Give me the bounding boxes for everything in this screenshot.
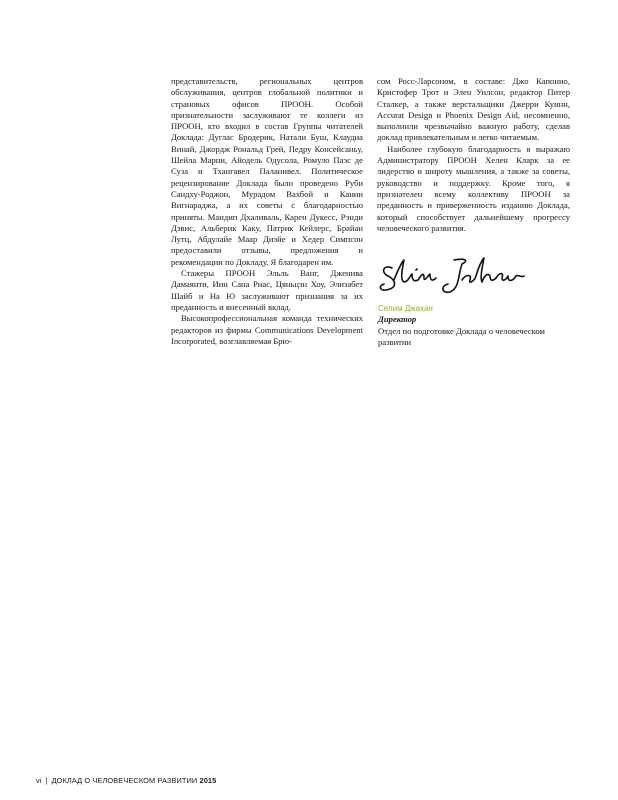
footer-separator: |: [45, 776, 48, 785]
paragraph: Наиболее глубокую благодарность я выражаю Администратору ПРООН Хелен Кларк за ее лидерство и широту мышления, а также за советы, руководство и поддержку. Кроме того, я признателен всему коллективу ПРООН за преданность и приверженность изданию Доклада, который способствует дальнейшему прогрессу человеческого развития.: [377, 143, 570, 233]
left-text-column: [171, 76, 363, 347]
page-number: vi: [36, 776, 42, 785]
signer-title: Директор: [378, 314, 417, 325]
signer-name: Селим Джахан: [378, 304, 433, 313]
report-title: ДОКЛАД О ЧЕЛОВЕЧЕСКОМ РАЗВИТИИ: [51, 776, 198, 785]
signature-block: [378, 303, 578, 348]
right-text-column: [377, 76, 570, 234]
page-footer: [36, 776, 216, 785]
handwritten-signature: [378, 250, 528, 296]
paragraph: представительств, региональных центров обслуживания, центров глобальной политики и страновых офисов ПРООН. Особой признательности заслуживают те коллеги из ПРООН, кто входил в состав Группы читателей Доклада: Дуглас Бродерик, Натали Буш, Клаудиа Винай, Джордж Рональд Грей, Педру Консейсаньу, Шейла Марни, Айодель Одусола, Ромуло Паэс де Суза и Тхангавел Паланивел. Политическое рецензирование Доклада было проведено Руби Сандху-Роджон, Мурадом Вахбой и Кании Вигнараджа, а их советы с благодарностью приняты. Мандип Дхаливаль, Карен Дукесс, Рэнди Дэвис, Альберик Каку, Патрик Кейлерс, Брайан Лутц, Абдулайе Маар Диэйе и Хедер Симпсон предоставили отзывы, предложения и рекомендации по Докладу. Я благодарен им.: [171, 76, 363, 267]
paragraph: Высокопрофессиональная команда технических редакторов из фирмы Communications Development Incorporated, возглавляемая Брю-: [171, 313, 363, 346]
signer-office: Отдел по подготовке Доклада о человеческом развитии: [378, 325, 545, 347]
paragraph: Стажеры ПРООН Эльль Ванг, Дженива Дамаянти, Иин Сана Риас, Цяньцзн Хоу, Элизабет Шайб и На Ю заслуживают признания за их преданность и внесенный вклад.: [171, 268, 363, 312]
report-year: 2015: [199, 776, 217, 785]
paragraph: сом Росс-Ларсоном, в составе: Джо Капонио, Кристофер Трот и Элен Уилсон, редактор Питер Сталкер, а также верстальщики Джерри Куинн, Accurat Design и Phoenix Design Aid, несомненно, выполнили чрезвычайно важную работу, сделав доклад привлекательным и легко читаемым.: [377, 76, 570, 143]
